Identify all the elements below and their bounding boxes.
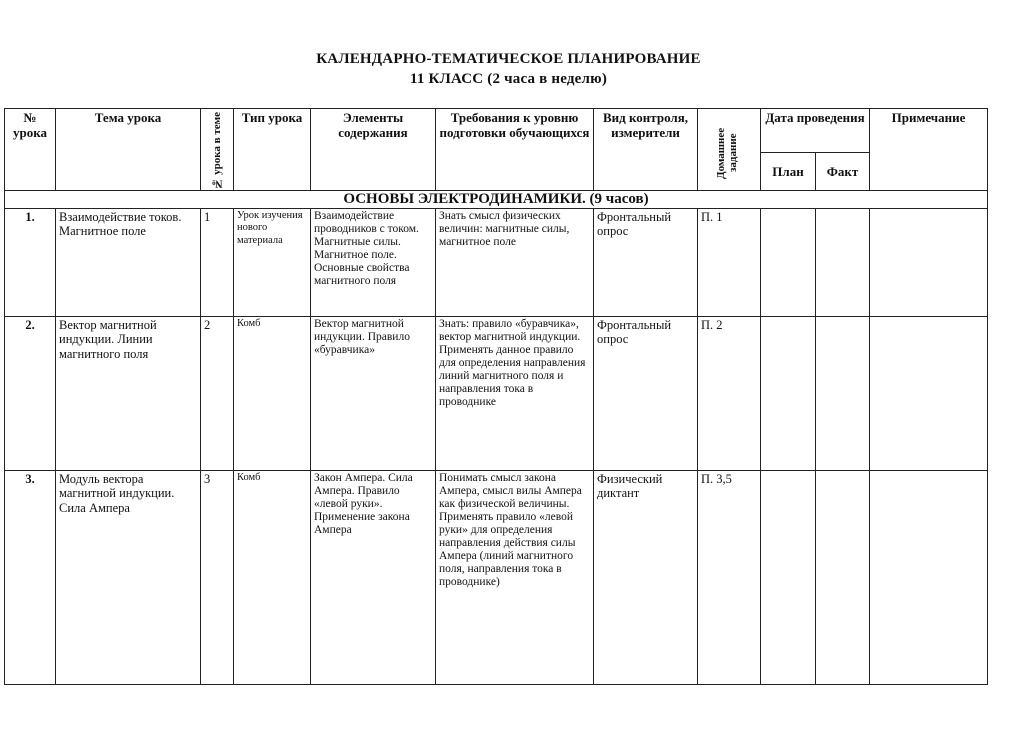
row-3-type: Комб [234,470,311,684]
header-type: Тип урока [234,109,311,191]
section-title: ОСНОВЫ ЭЛЕКТРОДИНАМИКИ. (9 часов) [5,191,988,209]
document-subtitle: 11 КЛАСС (2 часа в неделю) [409,71,608,87]
row-3-no: 3. [5,470,56,684]
row-2-plan [761,316,816,470]
header-fact: Факт [816,153,870,191]
row-1-control: Фронтальный опрос [594,208,698,316]
header-topic: Тема урока [56,109,201,191]
header-elements: Элементы содержания [311,109,436,191]
planning-table [4,108,988,685]
document-title: КАЛЕНДАРНО-ТЕМАТИЧЕСКОЕ ПЛАНИРОВАНИЕ [316,51,701,67]
row-1-fact [816,208,870,316]
row-3-elements: Закон Ампера. Сила Ампера. Правило «левой руки». Применение закона Ампера [311,470,436,684]
row-3-topic: Модуль вектора магнитной индукции. Сила Ампера [56,470,201,684]
row-2-type: Комб [234,316,311,470]
row-1-note [870,208,988,316]
row-2-control: Фронтальный опрос [594,316,698,470]
header-homework-label: Домашнее задание [715,127,739,179]
table-row [5,208,988,316]
section-row [5,191,988,209]
row-3-note [870,470,988,684]
row-2-topic: Вектор магнитной индукции. Линии магнитного поля [56,316,201,470]
row-3-no-in-topic: 3 [201,470,234,684]
row-3-requirements: Понимать смысл закона Ампера, смысл вилы Ампера как физической величины. Применять правило «левой руки» для определения направления действия силы Ампера (линий магнитного поля, направления тока в проводнике) [436,470,594,684]
row-3-plan [761,470,816,684]
header-lesson-no: № урока [5,109,56,191]
row-1-elements: Взаимодействие проводников с током. Магнитные силы. Магнитное поле. Основные свойства магнитного поля [311,208,436,316]
header-plan: План [761,153,816,191]
header-note: Примечание [870,109,988,191]
header-date: Дата проведения [761,109,870,153]
row-1-requirements: Знать смысл физических величин: магнитные силы, магнитное поле [436,208,594,316]
row-3-fact [816,470,870,684]
row-1-type: Урок изучения нового материала [234,208,311,316]
row-3-homework: П. 3,5 [698,470,761,684]
table-row [5,316,988,470]
row-2-no: 2. [5,316,56,470]
header-no-in-topic-label: № урока в теме [211,112,223,190]
row-2-homework: П. 2 [698,316,761,470]
row-2-note [870,316,988,470]
row-2-elements: Вектор магнитной индукции. Правило «буравчика» [311,316,436,470]
row-1-plan [761,208,816,316]
row-1-homework: П. 1 [698,208,761,316]
header-row [5,109,988,153]
header-no-in-topic [201,109,234,191]
header-homework [698,109,761,191]
table-row [5,470,988,684]
row-2-requirements: Знать: правило «буравчика», вектор магнитной индукции. Применять данное правило для определения направления линий магнитного поля и направления тока в проводнике [436,316,594,470]
row-2-fact [816,316,870,470]
header-requirements: Требования к уровню подготовки обучающихся [436,109,594,191]
row-2-no-in-topic: 2 [201,316,234,470]
row-1-no: 1. [5,208,56,316]
header-control: Вид контроля, измерители [594,109,698,191]
row-1-topic: Взаимодействие токов. Магнитное поле [56,208,201,316]
row-3-control: Физический диктант [594,470,698,684]
row-1-no-in-topic: 1 [201,208,234,316]
